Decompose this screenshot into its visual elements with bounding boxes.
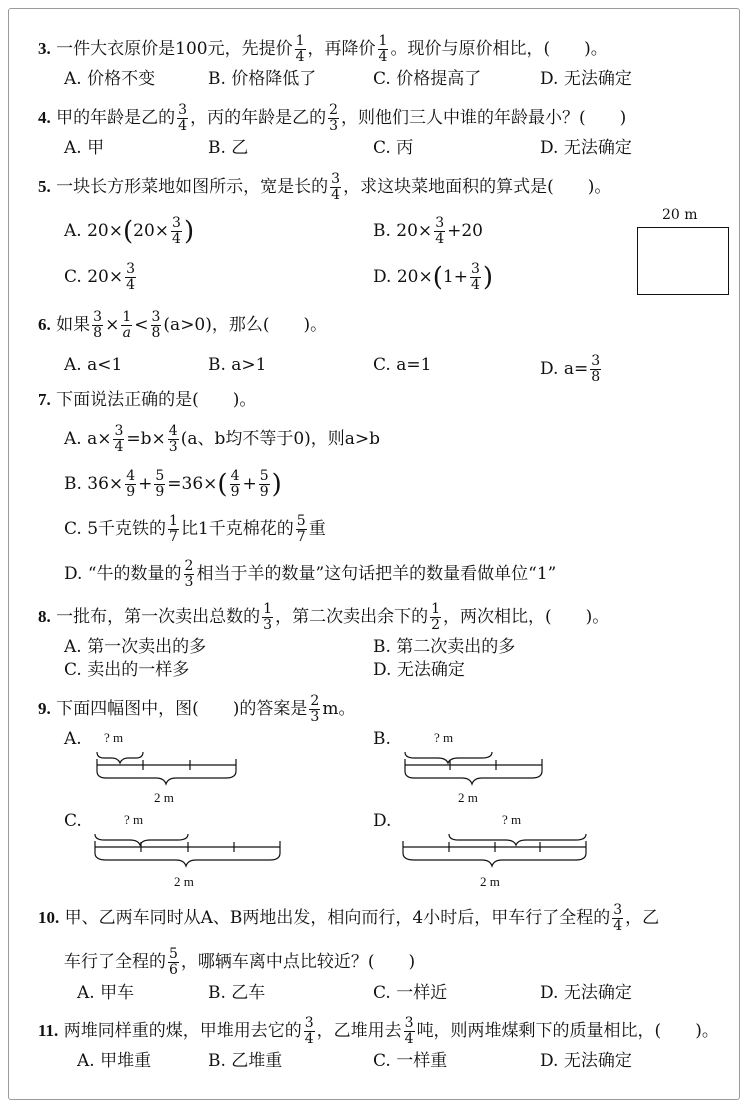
upper-brace — [97, 752, 143, 763]
question-5-stem — [38, 172, 611, 203]
option-b: B. 价格降低了 — [208, 69, 317, 89]
option-d: D. 无法确定 — [540, 138, 632, 158]
upper-brace — [449, 834, 586, 845]
fraction: $\frac{3}{4}$ — [331, 171, 341, 203]
option-d: D. 无法确定 — [540, 983, 632, 1003]
rectangle-figure — [637, 227, 729, 295]
fraction: $\frac{1}{4}$ — [295, 33, 305, 65]
question-number: 10. — [38, 908, 60, 927]
total-length-label: 2 m — [458, 790, 478, 805]
stem-text: ，求这块菜地面积的算式是( )。 — [343, 177, 612, 197]
stem-text: 。现价与原价相比，( )。 — [390, 39, 608, 59]
question-number: 3. — [38, 39, 51, 58]
stem-text: ，则他们三人中谁的年龄最小？( ) — [341, 108, 627, 128]
question-number: 9. — [38, 699, 51, 718]
stem-text: 一件大衣原价是100元，先提价 — [56, 39, 293, 59]
option-b: B. 乙车 — [208, 983, 266, 1003]
option-b: B. 乙 — [208, 138, 249, 158]
question-10-stem-line2: 车行了全程的 $\frac{5}{6}$ ，哪辆车离中点比较近？( ) — [64, 946, 416, 978]
option-c: C. 一样重 — [373, 1051, 448, 1071]
option-b: B. 36× $\frac{4}{9}$ + $\frac{5}{9}$ =36×( $\frac{4}{9}$ + $\frac{5}{9}$ ) — [64, 468, 282, 500]
option-c: C. 价格提高了 — [373, 69, 482, 89]
option-c: C. a=1 — [373, 355, 432, 375]
option-c: C. 丙 — [373, 138, 414, 158]
question-6-stem: 6. 如果 $\frac{3}{8}$ × $\frac{1}{a}$ < $\frac{3}{8}$ (a>0)，那么( )。 — [38, 309, 328, 341]
option-d: D. 无法确定 — [373, 660, 465, 680]
question-11-stem: 11. 两堆同样重的煤，甲堆用去它的 $\frac{3}{4}$ ，乙堆用去 $\frac{3}{4}$ 吨，则两堆煤剩下的质量相比，( )。 — [38, 1015, 719, 1047]
fraction: $\frac{2}{3}$ — [329, 102, 338, 134]
option-b: B. 乙堆重 — [208, 1051, 283, 1071]
total-length-label: 2 m — [154, 790, 174, 805]
option-b: B. 第二次卖出的多 — [373, 637, 516, 657]
option-d: D. “牛的数量的 $\frac{2}{3}$ 相当于羊的数量”这句话把羊的数量看做单位“1” — [64, 558, 557, 590]
total-length-label: 2 m — [174, 874, 194, 889]
question-10-stem-line1: 10. 甲、乙两车同时从A、B两地出发，相向而行，4小时后，甲车行了全程的 $\frac{3}{4}$ ，乙 — [38, 902, 660, 934]
option-d: D. 无法确定 — [540, 69, 632, 89]
upper-brace — [405, 752, 492, 763]
option-b: B. a>1 — [208, 355, 267, 375]
option-b: B. 20× $\frac{3}{4}$ +20 — [373, 215, 483, 247]
stem-text: 一块长方形菜地如图所示，宽是长的 — [56, 177, 329, 197]
question-7-stem: 7. 下面说法正确的是( )。 — [38, 390, 257, 410]
total-length-label: 2 m — [480, 874, 500, 889]
option-d: D. 20×(1+ $\frac{3}{4}$ ) — [373, 261, 494, 293]
lower-brace — [97, 771, 236, 784]
option-c: C. 5千克铁的 $\frac{1}{7}$ 比1千克棉花的 $\frac{5}{7}$ 重 — [64, 513, 326, 545]
unknown-length-label: ? m — [104, 730, 124, 745]
question-number: 5. — [38, 177, 51, 196]
question-number: 6. — [38, 315, 51, 334]
question-number: 7. — [38, 390, 51, 409]
segment-diagram-d — [398, 806, 598, 892]
option-a: A. 甲车 — [77, 983, 135, 1003]
diagram-label-a: A. — [64, 729, 82, 749]
option-a: A. 甲堆重 — [77, 1051, 152, 1071]
stem-text: ，再降价 — [307, 39, 376, 59]
figure-width-label: 20 m — [662, 207, 698, 223]
option-a: A. a<1 — [64, 355, 123, 375]
stem-text: 甲的年龄是乙的 — [56, 108, 176, 128]
option-c: C. 20× $\frac{3}{4}$ — [64, 261, 136, 293]
segment-diagram-c — [90, 806, 290, 892]
option-c: C. 卖出的一样多 — [64, 660, 190, 680]
option-a: A. 甲 — [64, 138, 105, 158]
unknown-length-label: ? m — [124, 812, 144, 827]
question-number: 4. — [38, 108, 51, 127]
diagram-label-c: C. — [64, 811, 82, 831]
option-a: A. a× $\frac{3}{4}$ =b× $\frac{4}{3}$ (a、b均不等于0)，则a>b — [64, 423, 381, 455]
question-4-stem — [38, 103, 626, 134]
diagram-label-d: D. — [373, 811, 392, 831]
segment-diagram-a — [90, 724, 250, 810]
unknown-length-label: ? m — [434, 730, 454, 745]
option-d: D. 无法确定 — [540, 1051, 632, 1071]
diagram-label-b: B. — [373, 729, 391, 749]
question-8-stem: 8. 一批布，第一次卖出总数的 $\frac{1}{3}$ ，第二次卖出余下的 $\frac{1}{2}$ ，两次相比，( )。 — [38, 601, 610, 633]
lower-brace — [95, 853, 280, 866]
option-a: A. 第一次卖出的多 — [64, 637, 207, 657]
option-c: C. 一样近 — [373, 983, 448, 1003]
lower-brace — [405, 771, 542, 784]
segment-diagram-b — [398, 724, 558, 810]
option-d: D. a= $\frac{3}{8}$ — [540, 353, 601, 385]
question-3-stem — [38, 34, 608, 65]
lower-brace — [403, 853, 586, 866]
unknown-length-label: ? m — [502, 812, 522, 827]
question-9-stem: 9. 下面四幅图中，图( )的答案是 $\frac{2}{3}$ m。 — [38, 693, 356, 725]
option-a: A. 20×(20× $\frac{3}{4}$ ) — [64, 215, 195, 247]
option-a: A. 价格不变 — [64, 69, 156, 89]
fraction: $\frac{3}{4}$ — [178, 102, 188, 134]
stem-text: ，丙的年龄是乙的 — [190, 108, 327, 128]
question-number: 11. — [38, 1021, 59, 1040]
fraction: $\frac{1}{4}$ — [378, 33, 388, 65]
question-number: 8. — [38, 607, 51, 626]
